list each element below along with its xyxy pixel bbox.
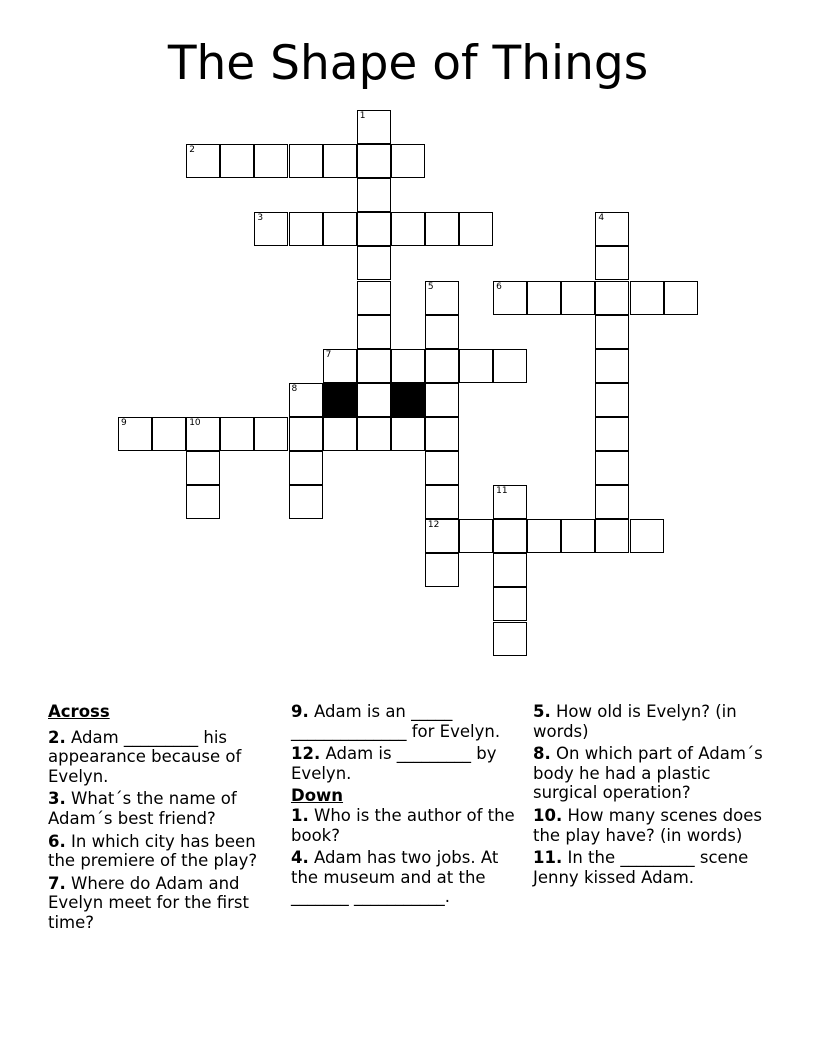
grid-cell[interactable] <box>391 144 425 178</box>
grid-cell[interactable] <box>425 417 459 451</box>
grid-cell[interactable] <box>595 383 629 417</box>
grid-cell[interactable] <box>220 417 254 451</box>
clue-across-6: 6. In which city has been the premiere of the play? <box>48 831 258 871</box>
grid-cell[interactable] <box>595 485 629 519</box>
grid-cell[interactable] <box>289 451 323 485</box>
clue-down-10: 10. How many scenes does the play have? (in words) <box>533 805 762 845</box>
cell-number: 6 <box>496 281 502 292</box>
grid-cell[interactable] <box>323 349 357 383</box>
grid-cell[interactable] <box>357 417 391 451</box>
grid-cell[interactable] <box>425 212 459 246</box>
grid-cell[interactable] <box>595 212 629 246</box>
grid-cell[interactable] <box>323 212 357 246</box>
grid-cell[interactable] <box>425 349 459 383</box>
grid-cell[interactable] <box>289 383 323 417</box>
grid-cell[interactable] <box>186 144 220 178</box>
grid-cell[interactable] <box>459 519 493 553</box>
grid-cell[interactable] <box>493 587 527 621</box>
grid-cell[interactable] <box>357 178 391 212</box>
grid-cell[interactable] <box>664 281 698 315</box>
grid-cell[interactable] <box>425 519 459 553</box>
grid-cell[interactable] <box>186 485 220 519</box>
grid-cell[interactable] <box>186 451 220 485</box>
grid-cell[interactable] <box>459 349 493 383</box>
cell-number: 10 <box>189 417 201 428</box>
black-square <box>391 383 425 417</box>
grid-cell[interactable] <box>357 281 391 315</box>
grid-cell[interactable] <box>493 349 527 383</box>
grid-cell[interactable] <box>493 281 527 315</box>
grid-cell[interactable] <box>254 144 288 178</box>
grid-cell[interactable] <box>118 417 152 451</box>
grid-cell[interactable] <box>595 349 629 383</box>
grid-cell[interactable] <box>289 144 323 178</box>
grid-cell[interactable] <box>493 519 527 553</box>
clue-across-9: 9. Adam is an _____ ______________ for Evelyn. <box>291 702 501 741</box>
grid-cell[interactable] <box>391 212 425 246</box>
grid-cell[interactable] <box>186 417 220 451</box>
grid-cell[interactable] <box>493 553 527 587</box>
grid-cell[interactable] <box>323 417 357 451</box>
grid-cell[interactable] <box>595 451 629 485</box>
grid-cell[interactable] <box>561 281 595 315</box>
grid-cell[interactable] <box>289 417 323 451</box>
clue-down-5: 5. How old is Evelyn? (in words) <box>533 702 737 741</box>
grid-cell[interactable] <box>425 451 459 485</box>
grid-cell[interactable] <box>357 212 391 246</box>
cell-number: 3 <box>257 213 264 224</box>
grid-cell[interactable] <box>595 417 629 451</box>
clue-down-8: 8. On which part of Adam´s body he had a plastic surgical operation? <box>533 744 763 803</box>
clue-across-2: 2. Adam _________ his appearance because of Evelyn. <box>48 727 242 786</box>
grid-cell[interactable] <box>357 246 391 280</box>
puzzle-title: The Shape of Things <box>167 36 649 91</box>
grid-cell[interactable] <box>459 212 493 246</box>
cell-number: 1 <box>359 111 366 121</box>
down-heading: Down <box>291 786 344 806</box>
grid-cell[interactable] <box>391 349 425 383</box>
grid-cell[interactable] <box>493 622 527 656</box>
grid-cell[interactable] <box>289 485 323 519</box>
grid-cell[interactable] <box>254 212 288 246</box>
cell-number: 12 <box>427 520 440 531</box>
grid-cell[interactable] <box>595 519 629 553</box>
grid-cell[interactable] <box>425 485 459 519</box>
grid-cell[interactable] <box>425 553 459 587</box>
grid-cell[interactable] <box>493 485 527 519</box>
grid-cell[interactable] <box>357 349 391 383</box>
grid-cell[interactable] <box>323 144 357 178</box>
clue-down-1: 1. Who is the author of the book? <box>291 805 515 845</box>
grid-cell[interactable] <box>561 519 595 553</box>
clue-down-4: 4. Adam has two jobs. At the museum and at the _______ ___________. <box>291 848 499 907</box>
cell-number: 4 <box>598 213 605 224</box>
grid-cell[interactable] <box>357 110 391 144</box>
grid-cell[interactable] <box>630 281 664 315</box>
grid-cell[interactable] <box>425 315 459 349</box>
clue-down-11: 11. In the _________ scene Jenny kissed Adam. <box>533 848 749 887</box>
grid-cell[interactable] <box>357 383 391 417</box>
cell-number: 8 <box>291 383 298 394</box>
cell-number: 7 <box>325 349 332 360</box>
black-square <box>323 383 357 417</box>
grid-cell[interactable] <box>595 315 629 349</box>
grid-cell[interactable] <box>527 281 561 315</box>
across-heading: Across <box>48 702 110 721</box>
clues-column-1 <box>48 702 280 936</box>
cell-number: 11 <box>496 486 508 497</box>
clue-across-12: 12. Adam is _________ by Evelyn. <box>291 744 497 783</box>
grid-cell[interactable] <box>391 417 425 451</box>
grid-cell[interactable] <box>527 519 561 553</box>
grid-cell[interactable] <box>425 383 459 417</box>
cell-number: 5 <box>427 281 434 292</box>
grid-cell[interactable] <box>595 246 629 280</box>
grid-cell[interactable] <box>254 417 288 451</box>
grid-cell[interactable] <box>357 144 391 178</box>
grid-cell[interactable] <box>152 417 186 451</box>
grid-cell[interactable] <box>425 281 459 315</box>
clues-column-2 <box>291 702 527 910</box>
grid-cell[interactable] <box>220 144 254 178</box>
cell-number: 2 <box>189 145 195 156</box>
grid-cell[interactable] <box>289 212 323 246</box>
cell-number: 9 <box>121 417 127 428</box>
grid-cell[interactable] <box>630 519 664 553</box>
grid-cell[interactable] <box>595 281 629 315</box>
clue-across-7: 7. Where do Adam and Evelyn meet for the first time? <box>48 873 249 932</box>
clue-across-3: 3. What´s the name of Adam´s best friend? <box>48 789 237 828</box>
clues-column-3 <box>533 702 773 890</box>
grid-cell[interactable] <box>357 315 391 349</box>
